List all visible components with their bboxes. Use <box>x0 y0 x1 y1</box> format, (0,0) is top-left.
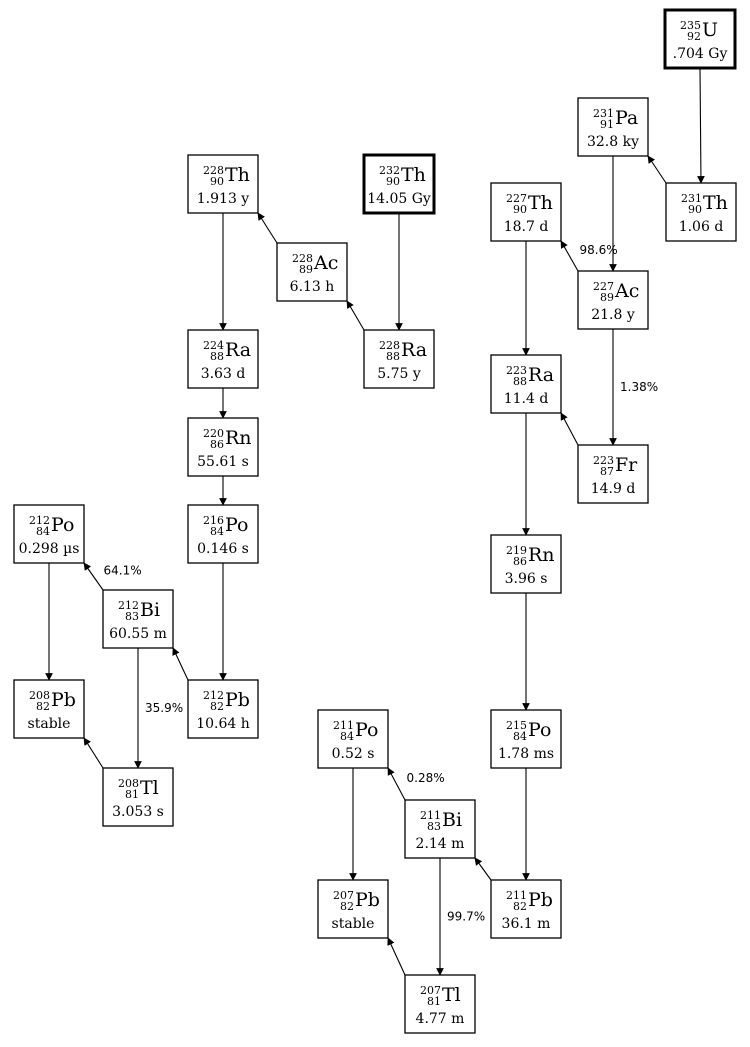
half-life: 36.1 m <box>501 916 551 932</box>
mass-number: 208 <box>29 689 50 702</box>
nuclide-boxes <box>14 10 736 1033</box>
element-symbol: Ac <box>314 252 339 274</box>
element-symbol: Th <box>401 164 426 186</box>
atomic-number: 88 <box>386 350 400 363</box>
half-life: 0.146 s <box>197 541 249 557</box>
element-symbol: Ra <box>401 339 428 361</box>
element-symbol: Th <box>528 192 553 214</box>
nuclide-th228 <box>188 155 258 213</box>
nuclide-po216 <box>188 505 258 563</box>
nuclide-pb212 <box>188 680 258 738</box>
mass-number: 223 <box>506 364 527 377</box>
mass-number: 212 <box>29 514 50 527</box>
atomic-number: 86 <box>513 555 527 568</box>
element-symbol: Fr <box>615 454 638 476</box>
half-life: 0.52 s <box>331 746 375 762</box>
nuclide-rn220 <box>188 418 258 476</box>
element-symbol: U <box>702 19 719 41</box>
atomic-number: 82 <box>210 700 224 713</box>
half-life: 32.8 ky <box>586 134 640 150</box>
element-symbol: Pb <box>51 689 76 711</box>
element-symbol: Pa <box>615 107 639 129</box>
atomic-number: 92 <box>687 30 701 43</box>
atomic-number: 82 <box>513 900 527 913</box>
mass-number: 228 <box>379 339 400 352</box>
decay-arrow-pb211-to-bi211 <box>475 858 491 880</box>
half-life: 60.55 m <box>109 626 167 642</box>
atomic-number: 84 <box>513 730 527 743</box>
mass-number: 215 <box>506 719 527 732</box>
mass-number: 224 <box>203 339 224 352</box>
nuclide-bi211 <box>405 800 475 858</box>
element-symbol: Po <box>225 514 249 536</box>
nuclide-pb211 <box>491 880 561 938</box>
branch-ratio-label: 98.6% <box>579 243 618 257</box>
nuclide-th231 <box>666 183 736 241</box>
atomic-number: 81 <box>427 995 441 1008</box>
atomic-number: 84 <box>340 730 354 743</box>
decay-arrow-bi211-to-po211 <box>388 768 405 800</box>
mass-number: 227 <box>506 192 527 205</box>
nuclide-ra228 <box>364 330 434 388</box>
nuclide-fr223 <box>578 445 648 503</box>
element-symbol: Tl <box>442 984 461 1006</box>
mass-number: 228 <box>203 164 224 177</box>
half-life: 1.78 ms <box>497 746 555 762</box>
half-life: 3.63 d <box>200 366 246 382</box>
atomic-number: 83 <box>427 820 441 833</box>
decay-arrow-bi212-to-po212 <box>84 563 103 590</box>
element-symbol: Pb <box>225 689 250 711</box>
element-symbol: Ra <box>528 364 555 386</box>
element-symbol: Th <box>225 164 250 186</box>
half-life: 1.913 y <box>196 191 250 207</box>
nuclide-ac228 <box>277 243 347 301</box>
mass-number: 207 <box>333 889 354 902</box>
decay-arrow-ac227-to-th227 <box>561 241 578 271</box>
element-symbol: Tl <box>140 777 159 799</box>
atomic-number: 84 <box>210 525 224 538</box>
atomic-number: 90 <box>688 203 702 216</box>
element-symbol: Po <box>355 719 379 741</box>
half-life: stable <box>27 716 71 732</box>
element-symbol: Bi <box>140 599 161 621</box>
nuclide-pb207 <box>318 880 388 938</box>
atomic-number: 89 <box>600 291 614 304</box>
element-symbol: Pb <box>528 889 553 911</box>
atomic-number: 90 <box>210 175 224 188</box>
element-symbol: Ac <box>615 280 640 302</box>
mass-number: 211 <box>420 809 441 822</box>
nuclide-tl207 <box>405 975 475 1033</box>
decay-arrow-tl208-to-pb208 <box>84 738 103 768</box>
half-life: 4.77 m <box>415 1011 465 1027</box>
mass-number: 231 <box>681 192 702 205</box>
element-symbol: Ra <box>225 339 252 361</box>
mass-number: 211 <box>333 719 354 732</box>
half-life: .704 Gy <box>672 46 728 62</box>
half-life: 11.4 d <box>503 391 549 407</box>
mass-number: 232 <box>379 164 400 177</box>
branch-ratio-label: 35.9% <box>145 701 184 715</box>
half-life: 5.75 y <box>377 366 421 382</box>
decay-arrow-ra228-to-ac228 <box>347 301 364 330</box>
atomic-number: 91 <box>600 118 614 131</box>
half-life: 14.9 d <box>590 481 636 497</box>
nuclide-bi212 <box>103 590 173 648</box>
atomic-number: 88 <box>513 375 527 388</box>
element-symbol: Bi <box>442 809 463 831</box>
nuclide-u235 <box>665 10 735 68</box>
nuclide-pa231 <box>578 98 648 156</box>
element-symbol: Pb <box>355 889 380 911</box>
half-life: 1.06 d <box>678 219 724 235</box>
nuclide-pb208 <box>14 680 84 738</box>
nuclide-ra224 <box>188 330 258 388</box>
mass-number: 208 <box>118 777 139 790</box>
nuclide-po212 <box>14 505 84 563</box>
mass-number: 207 <box>420 984 441 997</box>
half-life: 0.298 µs <box>18 541 80 557</box>
nuclide-po211 <box>318 710 388 768</box>
mass-number: 211 <box>506 889 527 902</box>
branch-ratio-label: 1.38% <box>620 380 659 394</box>
nuclide-rn219 <box>491 535 561 593</box>
decay-arrow-pb212-to-bi212 <box>173 648 188 680</box>
half-life: 14.05 Gy <box>367 191 431 207</box>
element-symbol: Rn <box>528 544 555 566</box>
atomic-number: 88 <box>210 350 224 363</box>
half-life: 21.8 y <box>591 307 635 323</box>
half-life: 55.61 s <box>197 454 249 470</box>
decay-arrow-th231-to-pa231 <box>648 156 666 183</box>
element-symbol: Rn <box>225 427 252 449</box>
atomic-number: 82 <box>36 700 50 713</box>
mass-number: 212 <box>118 599 139 612</box>
nuclide-th227 <box>491 183 561 241</box>
nuclide-po215 <box>491 710 561 768</box>
atomic-number: 87 <box>600 465 614 478</box>
atomic-number: 83 <box>125 610 139 623</box>
half-life: 3.053 s <box>112 804 164 820</box>
nuclide-tl208 <box>103 768 173 826</box>
atomic-number: 90 <box>513 203 527 216</box>
nuclide-ac227 <box>578 271 648 329</box>
mass-number: 220 <box>203 427 224 440</box>
element-symbol: Th <box>703 192 728 214</box>
element-symbol: Po <box>51 514 75 536</box>
nuclide-th232 <box>364 155 434 213</box>
branch-ratio-label: 0.28% <box>406 771 445 785</box>
atomic-number: 86 <box>210 438 224 451</box>
atomic-number: 89 <box>299 263 313 276</box>
half-life: 2.14 m <box>415 836 465 852</box>
half-life: 10.64 h <box>196 716 250 732</box>
half-life: 3.96 s <box>504 571 548 587</box>
atomic-number: 84 <box>36 525 50 538</box>
decay-arrow-fr223-to-ra223 <box>561 413 578 445</box>
half-life: 6.13 h <box>289 279 335 295</box>
atomic-number: 81 <box>125 788 139 801</box>
half-life: stable <box>331 916 375 932</box>
decay-arrow-u235-to-th231 <box>700 68 701 183</box>
branch-ratio-label: 64.1% <box>103 563 142 578</box>
element-symbol: Po <box>528 719 552 741</box>
mass-number: 227 <box>593 280 614 293</box>
mass-number: 235 <box>680 19 701 32</box>
mass-number: 216 <box>203 514 224 527</box>
atomic-number: 82 <box>340 900 354 913</box>
mass-number: 228 <box>292 252 313 265</box>
mass-number: 219 <box>506 544 527 557</box>
atomic-number: 90 <box>386 175 400 188</box>
branch-ratio-label: 99.7% <box>447 909 486 924</box>
nuclide-ra223 <box>491 355 561 413</box>
mass-number: 212 <box>203 689 224 702</box>
mass-number: 223 <box>593 454 614 467</box>
mass-number: 231 <box>593 107 614 120</box>
half-life: 18.7 d <box>503 219 549 235</box>
decay-arrow-tl207-to-pb207 <box>388 938 405 975</box>
decay-arrow-ac228-to-th228 <box>258 213 277 243</box>
